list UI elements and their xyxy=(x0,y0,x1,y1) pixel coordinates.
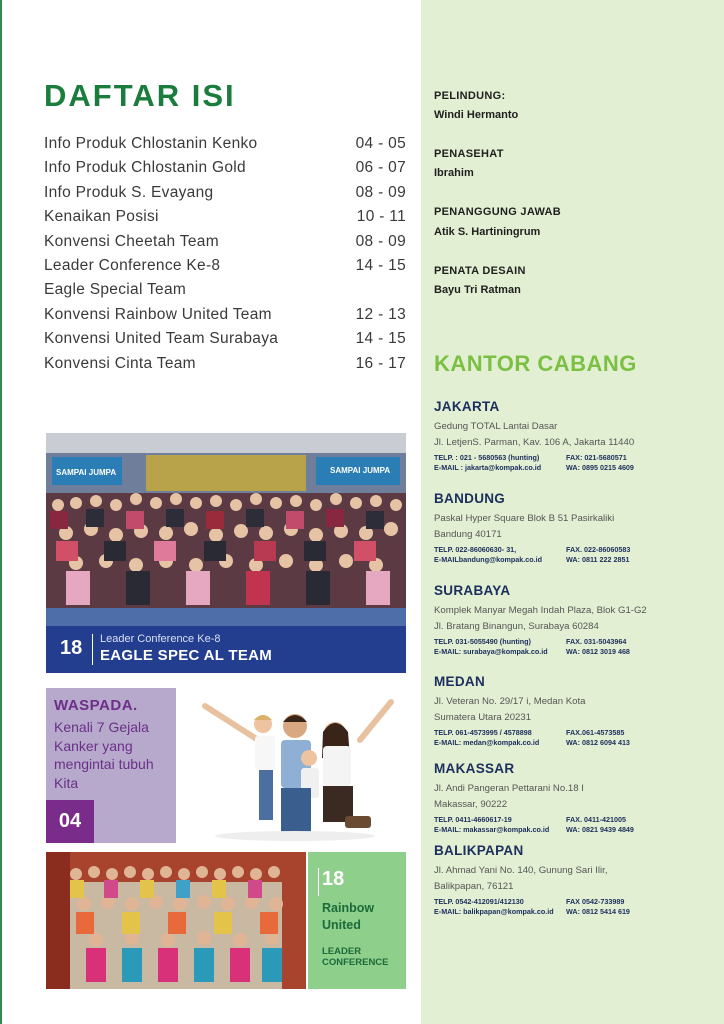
toc-item[interactable] xyxy=(44,279,406,303)
family-photo xyxy=(185,688,406,843)
toc-item-pages: 12 - 13 xyxy=(355,305,406,323)
branch-email-row: E-MAIL : jakarta@kompak.co.id WA: 0895 0215 4609 xyxy=(434,463,634,472)
divider xyxy=(318,868,319,896)
toc-item[interactable] xyxy=(44,255,406,279)
branch-city: MAKASSAR xyxy=(434,761,515,776)
toc-item-title: Eagle Special Team xyxy=(44,281,187,299)
toc-item-pages: 16 - 17 xyxy=(355,354,406,372)
branch-phone-row: TELP. 0411-4660617-19 FAX. 0411-421005 xyxy=(434,815,626,824)
branch-email-row: E-MAIL: makassar@kompak.co.id WA: 0821 9439 4849 xyxy=(434,825,634,834)
branch-phone-row: TELP. 031-5055490 (hunting) FAX. 031-5043964 xyxy=(434,637,627,646)
branch-city: MEDAN xyxy=(434,674,485,689)
feature-rainbow-united[interactable] xyxy=(308,852,406,989)
toc-item-title: Konvensi Cinta Team xyxy=(44,354,196,372)
branch-address: Gedung TOTAL Lantai Dasar Jl. LetjenS. Parman, Kav. 106 A, Jakarta 11440 xyxy=(434,421,635,448)
feature-eagle-special-team[interactable] xyxy=(46,433,406,673)
banner-text-left: SAMPAI JUMPA xyxy=(56,468,117,477)
staff-name: Bayu Tri Ratman xyxy=(434,284,521,296)
branch-email-row: E-MAIL: balikpapan@kompak.co.id WA: 0812 5414 619 xyxy=(434,907,630,916)
branch-address: Jl. Andi Pangeran Pettarani No.18 I Makassar, 90222 xyxy=(434,783,584,810)
toc-item-title: Leader Conference Ke-8 xyxy=(44,256,221,274)
branch-bandung xyxy=(434,491,716,565)
toc-item-pages: 14 - 15 xyxy=(355,330,406,348)
branch-phone-row: TELP. 061-4573995 / 4578898 FAX.061-4573585 xyxy=(434,728,625,737)
branch-surabaya xyxy=(434,583,716,657)
feature-page-number: 04 xyxy=(46,800,94,843)
toc-item-pages: 14 - 15 xyxy=(355,256,406,274)
toc-item-pages: 10 - 11 xyxy=(356,208,406,226)
toc-item-title: Konvensi United Team Surabaya xyxy=(44,330,279,348)
branch-email-row: E-MAIL: medan@kompak.co.id WA: 0812 6094 413 xyxy=(434,738,630,747)
branch-medan xyxy=(434,674,716,748)
branch-city: BANDUNG xyxy=(434,491,506,506)
toc-item-pages: 04 - 05 xyxy=(355,135,406,152)
branch-city: SURABAYA xyxy=(434,583,511,598)
feature-title: Rainbow United xyxy=(322,901,375,932)
toc-item-title: Info Produk Chlostanin Gold xyxy=(44,159,246,177)
toc-item[interactable] xyxy=(44,133,406,157)
feature-page-number: 18 xyxy=(60,637,83,659)
kantor-cabang-title: KANTOR CABANG xyxy=(434,351,637,376)
feature-subtitle: Leader Conference Ke-8 xyxy=(100,633,221,645)
staff-name: Ibrahim xyxy=(434,167,474,179)
feature-page-number: 18 xyxy=(322,868,345,890)
feature-heading: WASPADA. xyxy=(54,697,138,714)
branch-address: Jl. Ahmad Yani No. 140, Gunung Sari Ilir, Balikpapan, 76121 xyxy=(434,865,608,892)
branch-email-row: E-MAILbandung@kompak.co.id WA: 0811 222 2851 xyxy=(434,555,630,564)
staff-role: PENATA DESAIN xyxy=(434,265,526,277)
branch-phone-row: TELP. : 021 - 5680563 (hunting) FAX: 021-5680571 xyxy=(434,453,627,462)
toc-item-title: Info Produk Chlostanin Kenko xyxy=(44,135,258,152)
feature-subtitle: LEADER CONFERENCE xyxy=(322,946,389,968)
toc-item[interactable] xyxy=(44,206,406,230)
branch-city: BALIKPAPAN xyxy=(434,843,524,858)
rainbow-team-photo xyxy=(46,852,306,989)
toc-item-pages: 08 - 09 xyxy=(355,232,406,250)
branch-address: Komplek Manyar Megah Indah Plaza, Blok G1-G2 Jl. Bratang Binangun, Surabaya 60284 xyxy=(434,605,647,632)
toc-item-pages: 08 - 09 xyxy=(355,183,406,201)
feature-title: EAGLE SPEC AL TEAM xyxy=(100,647,273,664)
feature-caption-bar xyxy=(46,626,406,673)
branch-address: Jl. Veteran No. 29/17 i, Medan Kota Sumatera Utara 20231 xyxy=(434,696,586,723)
toc-title: DAFTAR ISI xyxy=(44,78,236,113)
staff-role: PELINDUNG: xyxy=(434,90,506,102)
branch-email-row: E-MAIL: surabaya@kompak.co.id WA: 0812 3019 468 xyxy=(434,647,630,656)
toc-item-title: Info Produk S. Evayang xyxy=(44,183,214,201)
group-photo xyxy=(46,433,406,626)
toc-item[interactable] xyxy=(44,328,406,352)
branch-city: JAKARTA xyxy=(434,399,500,414)
banner-text-right: SAMPAI JUMPA xyxy=(330,466,391,475)
toc-item-title: Konvensi Cheetah Team xyxy=(44,232,219,250)
feature-waspada[interactable] xyxy=(46,688,176,843)
toc-item[interactable] xyxy=(44,157,406,181)
branch-jakarta xyxy=(434,399,716,473)
staff-name: Windi Hermanto xyxy=(434,109,519,121)
toc-item-pages: 06 - 07 xyxy=(355,159,406,177)
toc-item-title: Kenaikan Posisi xyxy=(44,208,159,226)
toc-item[interactable] xyxy=(44,304,406,328)
toc-item[interactable] xyxy=(44,231,406,255)
toc-item[interactable] xyxy=(44,182,406,206)
staff-role: PENASEHAT xyxy=(434,148,504,160)
toc-item-title: Konvensi Rainbow United Team xyxy=(44,305,272,323)
staff-name: Atik S. Hartiningrum xyxy=(434,226,541,238)
toc-item[interactable] xyxy=(44,353,406,377)
branch-phone-row: TELP. 022-86060630- 31, FAX. 022-86060583 xyxy=(434,545,631,554)
divider xyxy=(92,634,93,665)
branch-makassar xyxy=(434,761,716,835)
page-edge-stripe xyxy=(0,0,2,1024)
staff-role: PENANGGUNG JAWAB xyxy=(434,206,562,218)
branch-balikpapan xyxy=(434,843,716,917)
toc-list xyxy=(44,133,406,377)
branch-address: Paskal Hyper Square Blok B 51 Pasirkaliki Bandung 40171 xyxy=(434,513,615,540)
feature-text: Kenali 7 Gejala Kanker yang mengintai tubuh Kita xyxy=(54,719,154,791)
branch-phone-row: TELP. 0542-412091/412130 FAX 0542-733989 xyxy=(434,897,625,906)
